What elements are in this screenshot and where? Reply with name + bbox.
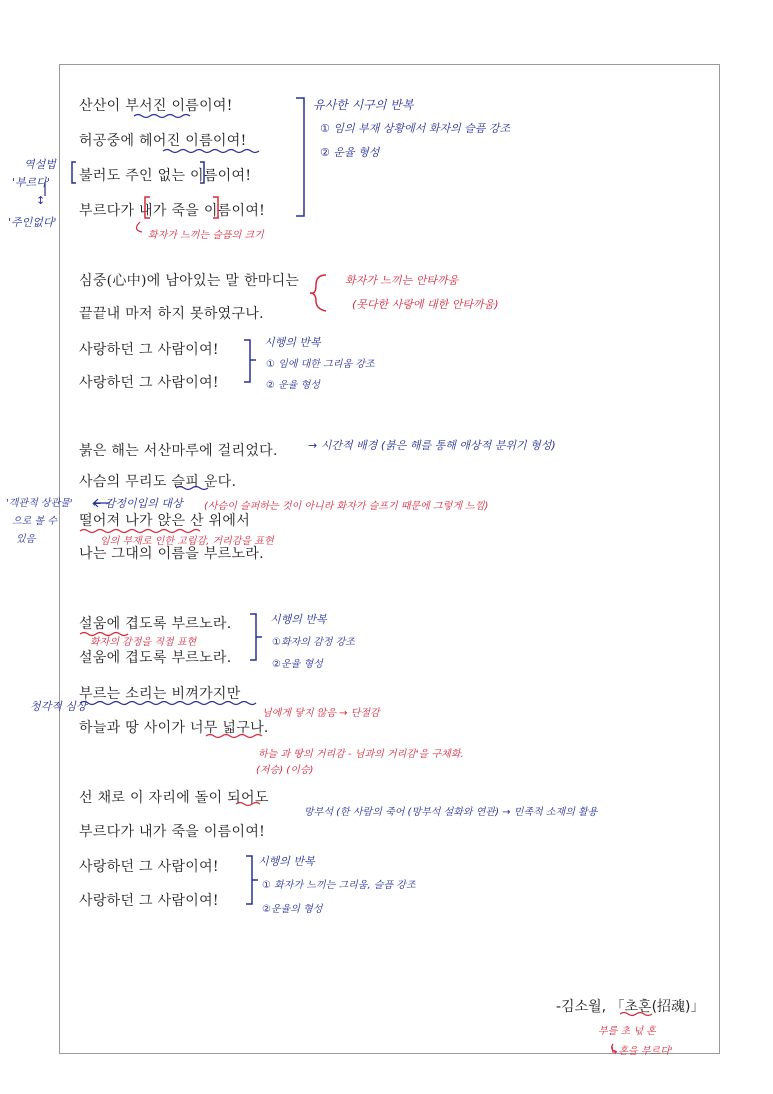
annotation-note: 하늘 과 땅의 거리감 - 님과의 거리감'을 구체화.: [258, 749, 464, 760]
poem-line: 끝끝내 마저 하지 못하였구나.: [79, 306, 264, 322]
poem-line: 설움에 겹도록 부르노라.: [79, 616, 232, 632]
annotation-note: 화자가 느끼는 안타까움: [345, 274, 459, 287]
annotation-note: ① 임의 부재 상황에서 화자의 슬픔 강조: [320, 122, 511, 135]
annotation-note: ②운율의 형성: [262, 904, 323, 915]
annotation-note: 화자의 감정을 직접 표현: [90, 637, 197, 648]
poem-line: 사랑하던 그 사람이여!: [79, 375, 219, 391]
annotation-note: 유사한 시구의 반복: [313, 98, 414, 112]
annotation-note: ① 임에 대한 그리움 강조: [266, 359, 375, 370]
poem-source: -김소월, 「초혼(招魂)」: [556, 999, 705, 1015]
annotation-note: '주인없다': [8, 216, 57, 229]
poem-line: 산산이 부서진 이름이여!: [79, 98, 233, 114]
poem-line: 하늘과 땅 사이가 너무 넓구나.: [79, 720, 269, 736]
annotation-note: 시행의 반복: [258, 855, 315, 868]
poem-line: 부르다가 내가 죽을 이름이여!: [79, 824, 266, 840]
poem-line: 사랑하던 그 사람이여!: [79, 859, 219, 875]
poem-line: 사슴의 무리도 슬피 운다.: [79, 474, 237, 490]
annotation-note: 임의 부재로 인한 고립감, 거리감을 표현: [100, 536, 274, 547]
poem-line: 부르다가 내가 죽을 이름이여!: [79, 203, 266, 219]
poem-line: 설움에 겹도록 부르노라.: [79, 650, 232, 666]
annotation-note: (저승) (이승): [256, 765, 314, 776]
annotation-note: 으로 볼 수: [12, 516, 57, 527]
annotation-note: ② 운율 형성: [266, 380, 320, 391]
annotation-note: 청각적 심상: [30, 700, 87, 713]
poem-line: 붉은 해는 서산마루에 걸리었다.: [79, 443, 278, 459]
annotation-note: ↕: [36, 194, 46, 207]
annotation-note: → 시간적 배경 (붉은 해를 통해 애상적 분위기 형성): [308, 439, 556, 452]
annotation-note: 님에게 닿지 않음 → 단절감: [262, 708, 380, 719]
annotation-note: 시행의 반복: [264, 336, 321, 349]
annotation-note: ① 화자가 느끼는 그리움, 슬픔 강조: [262, 880, 416, 891]
annotation-note: 화자가 느끼는 슬픔의 크기: [148, 230, 264, 241]
poem-line: 사랑하던 그 사람이여!: [79, 893, 219, 909]
poem-line: 사랑하던 그 사람이여!: [79, 342, 219, 358]
annotation-note: ①화자의 감정 강조: [272, 637, 355, 648]
annotation-note: (사슴이 슬퍼하는 것이 아니라 화자가 슬프기 때문에 그렇게 느낌): [204, 501, 489, 512]
annotation-note: 부를 초 넋 혼: [598, 1026, 656, 1037]
poem-line: 심중(心中)에 남아있는 말 한마디는: [79, 273, 300, 289]
poem-line: 부르는 소리는 비껴가지만: [79, 686, 241, 702]
annotation-note: ② 운율 형성: [320, 146, 380, 159]
poem-line: 선 채로 이 자리에 돌이 되어도: [79, 790, 269, 806]
annotation-note: '부르다': [12, 176, 50, 189]
annotation-note: '객관적 상관물': [6, 498, 73, 509]
poem-line: 나는 그대의 이름을 부르노라.: [79, 546, 264, 562]
annotation-note: 역설법: [24, 158, 56, 171]
annotation-note: (못다한 사랑에 대한 안타까움): [352, 298, 499, 311]
poem-line: 떨어져 나가 앉은 산 위에서: [79, 513, 251, 529]
annotation-note: 있음: [16, 534, 36, 545]
poem-line: 허공중에 헤어진 이름이여!: [79, 133, 247, 149]
poem-line: 불러도 주인 없는 이름이여!: [79, 168, 252, 184]
annotation-note: ↳혼을 부르다': [610, 1046, 673, 1057]
annotation-note: ← 감정이입의 대상: [92, 497, 183, 510]
annotation-note: 망부석 (한 사람의 죽어 (망부석 설화와 연관) → 민족적 소재의 활용: [304, 807, 598, 818]
annotation-note: 시행의 반복: [270, 613, 327, 626]
annotation-note: ②운율 형성: [272, 659, 323, 670]
